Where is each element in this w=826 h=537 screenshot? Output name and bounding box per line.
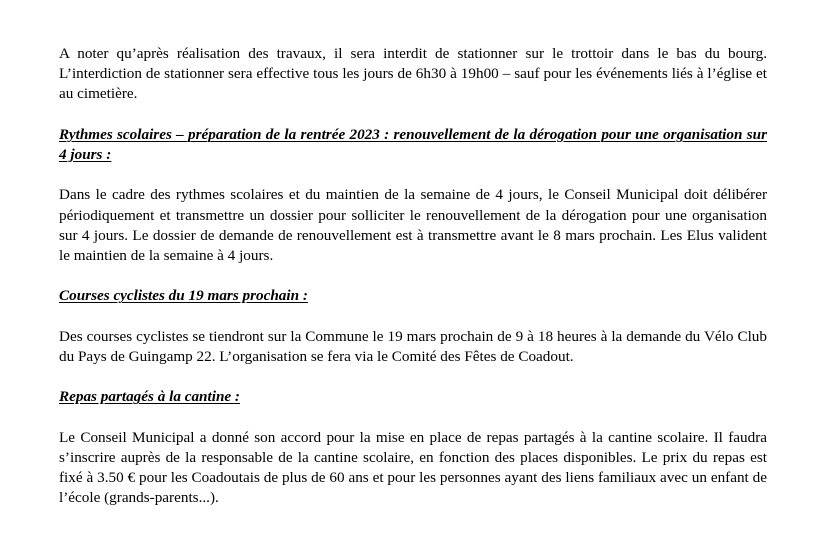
intro-paragraph: A noter qu’après réalisation des travaux, il sera interdit de stationner sur le trottoir dans le bas du bourg. L’interdiction de stationner sera effective tous les jours de 6h30 à 19h00 – sauf pour les événements liés à l’église et au cimetière. bbox=[59, 45, 767, 103]
spacer bbox=[59, 408, 767, 428]
spacer bbox=[59, 165, 767, 185]
spacer bbox=[59, 367, 767, 387]
spacer bbox=[59, 266, 767, 286]
section-body-rythmes-scolaires: Dans le cadre des rythmes scolaires et du maintien de la semaine de 4 jours, le Conseil Municipal doit délibérer périodiquement et transmettre un dossier pour solliciter le renouvellement de la dérogation pour une organisation sur 4 jours. Le dossier de demande de renouvellement est à transmettre avant le 8 mars prochain. Les Elus valident le maintien de la semaine à 4 jours. bbox=[59, 186, 767, 264]
section-heading-repas-partages: Repas partagés à la cantine : bbox=[59, 388, 240, 406]
section-heading-rythmes-scolaires: Rythmes scolaires – préparation de la rentrée 2023 : renouvellement de la dérogation pour une organisation sur 4 jours : bbox=[59, 125, 767, 163]
section-heading-courses-cyclistes: Courses cyclistes du 19 mars prochain : bbox=[59, 287, 308, 305]
spacer bbox=[59, 307, 767, 327]
document-page bbox=[59, 44, 767, 509]
section-body-repas-partages: Le Conseil Municipal a donné son accord pour la mise en place de repas partagés à la cantine scolaire. Il faudra s’inscrire auprès de la responsable de la cantine scolaire, en fonction des places disponibles. Le prix du repas est fixé à 3.50 € pour les Coadoutais de plus de 60 ans et pour les personnes ayant des liens familiaux avec un enfant de l’école (grands-parents...). bbox=[59, 428, 767, 507]
spacer bbox=[59, 105, 767, 125]
section-body-courses-cyclistes: Des courses cyclistes se tiendront sur la Commune le 19 mars prochain de 9 à 18 heures à la demande du Vélo Club du Pays de Guingamp 22. L’organisation se fera via le Comité des Fêtes de Coadout. bbox=[59, 327, 767, 365]
